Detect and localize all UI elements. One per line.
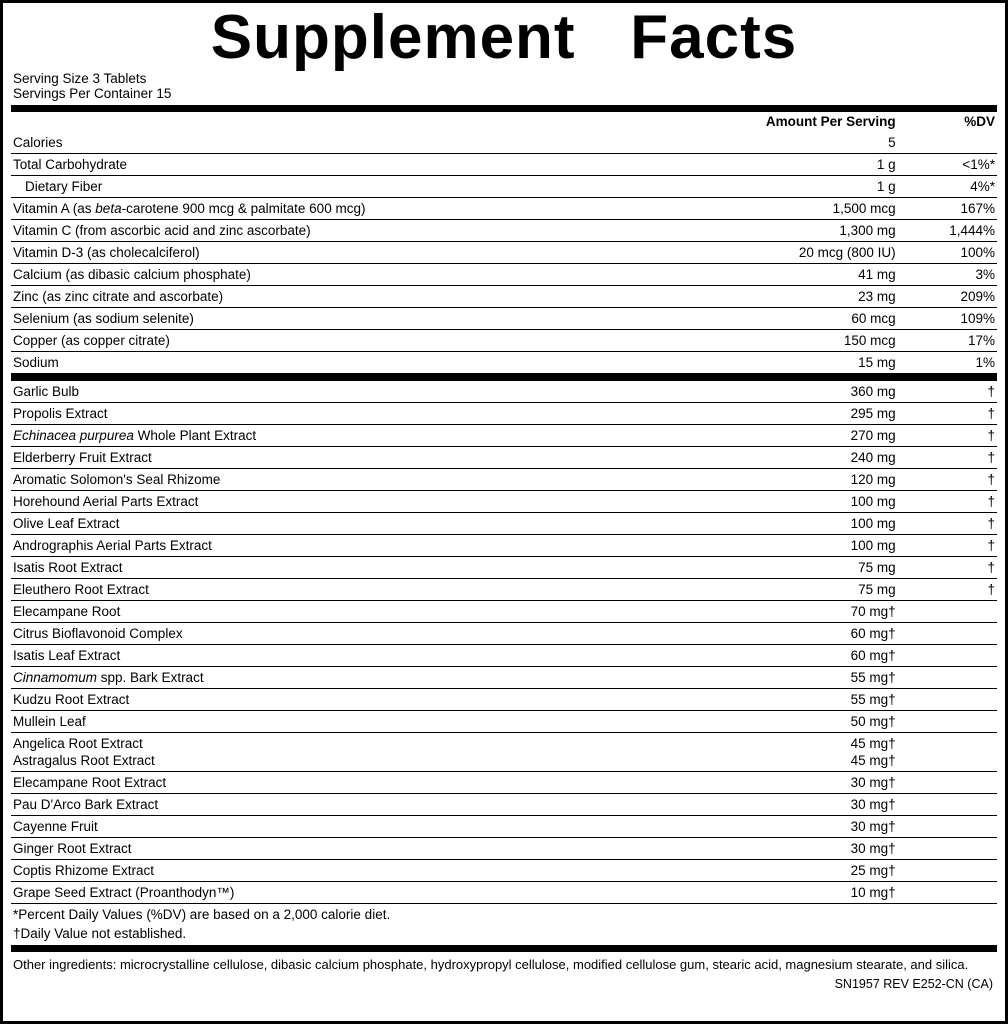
row-daily-value xyxy=(896,645,997,667)
table-row xyxy=(11,264,997,286)
table-row xyxy=(11,794,997,816)
row-daily-value: 109% xyxy=(896,308,997,330)
row-amount: 1 g xyxy=(638,176,895,198)
row-amount: 30 mg† xyxy=(638,816,895,838)
table-row xyxy=(11,154,997,176)
facts-table xyxy=(11,112,997,904)
row-daily-value xyxy=(896,623,997,645)
row-amount: 360 mg xyxy=(638,378,895,403)
row-amount: 5 xyxy=(638,132,895,154)
row-name-italic: Echinacea purpurea xyxy=(13,428,134,443)
row-daily-value xyxy=(896,860,997,882)
row-daily-value xyxy=(896,711,997,733)
row-name: Selenium (as sodium selenite) xyxy=(11,308,638,330)
table-row xyxy=(11,667,997,689)
table-row xyxy=(11,220,997,242)
row-daily-value: 209% xyxy=(896,286,997,308)
table-row xyxy=(11,772,997,794)
row-amount: 1 g xyxy=(638,154,895,176)
row-daily-value: † xyxy=(896,378,997,403)
table-row xyxy=(11,535,997,557)
row-daily-value xyxy=(896,689,997,711)
row-name: Cinnamomum spp. Bark Extract xyxy=(11,667,638,689)
row-daily-value: 167% xyxy=(896,198,997,220)
row-name: Horehound Aerial Parts Extract xyxy=(11,491,638,513)
row-amount: 20 mcg (800 IU) xyxy=(638,242,895,264)
row-amount: 1,500 mcg xyxy=(638,198,895,220)
other-ingredients: Other ingredients: microcrystalline cellulose, dibasic calcium phosphate, hydroxypropyl cellulose, modified cellulose gum, stearic acid, magnesium stearate, and silica. xyxy=(13,957,969,972)
row-daily-value: † xyxy=(896,491,997,513)
divider-top xyxy=(11,105,997,112)
row-name: Elecampane Root xyxy=(11,601,638,623)
table-row xyxy=(11,752,997,772)
table-row xyxy=(11,491,997,513)
footnote-daily-value: †Daily Value not established. xyxy=(13,926,187,941)
table-row xyxy=(11,378,997,403)
row-name: Astragalus Root Extract xyxy=(11,752,638,772)
row-name: Citrus Bioflavonoid Complex xyxy=(11,623,638,645)
table-row xyxy=(11,308,997,330)
row-amount: 75 mg xyxy=(638,557,895,579)
row-name: Angelica Root Extract xyxy=(13,736,143,751)
row-daily-value: 17% xyxy=(896,330,997,352)
row-amount: 30 mg† xyxy=(638,772,895,794)
row-daily-value xyxy=(896,733,997,753)
row-amount: 30 mg† xyxy=(638,838,895,860)
row-daily-value: 3% xyxy=(896,264,997,286)
row-name: Aromatic Solomon's Seal Rhizome xyxy=(11,469,638,491)
row-amount: 50 mg† xyxy=(638,711,895,733)
row-daily-value: 100% xyxy=(896,242,997,264)
row-daily-value: 1,444% xyxy=(896,220,997,242)
divider-bottom xyxy=(11,945,997,952)
table-row xyxy=(11,352,997,374)
row-name: Elderberry Fruit Extract xyxy=(11,447,638,469)
serving-size: Serving Size 3 Tablets xyxy=(13,71,147,86)
row-amount: 150 mcg xyxy=(638,330,895,352)
row-name: Vitamin C (from ascorbic acid and zinc ascorbate) xyxy=(11,220,638,242)
row-name: Propolis Extract xyxy=(11,403,638,425)
table-row xyxy=(11,733,997,753)
row-daily-value: 4%* xyxy=(896,176,997,198)
table-row xyxy=(11,425,997,447)
row-amount: 120 mg xyxy=(638,469,895,491)
row-daily-value xyxy=(896,816,997,838)
row-amount: 1,300 mg xyxy=(638,220,895,242)
row-name: Cayenne Fruit xyxy=(11,816,638,838)
row-daily-value xyxy=(896,601,997,623)
row-name: Coptis Rhizome Extract xyxy=(11,860,638,882)
table-row xyxy=(11,198,997,220)
header-dv: %DV xyxy=(964,114,995,129)
row-name-italic: beta xyxy=(95,201,122,216)
row-daily-value: † xyxy=(896,425,997,447)
row-daily-value: 1% xyxy=(896,352,997,374)
row-daily-value xyxy=(896,132,997,154)
table-row xyxy=(11,882,997,904)
row-name: Vitamin A (as beta-carotene 900 mcg & palmitate 600 mcg) xyxy=(11,198,638,220)
row-name: Pau D'Arco Bark Extract xyxy=(11,794,638,816)
row-daily-value: † xyxy=(896,535,997,557)
table-row xyxy=(11,286,997,308)
table-row xyxy=(11,403,997,425)
row-daily-value: † xyxy=(896,513,997,535)
row-name: Copper (as copper citrate) xyxy=(11,330,638,352)
row-name: Ginger Root Extract xyxy=(11,838,638,860)
row-name: Grape Seed Extract (Proanthodyn™) xyxy=(11,882,638,904)
table-row xyxy=(11,330,997,352)
row-daily-value: † xyxy=(896,557,997,579)
product-code: SN1957 REV E252-CN (CA) xyxy=(834,977,993,991)
row-amount: 30 mg† xyxy=(638,794,895,816)
row-amount: 60 mcg xyxy=(638,308,895,330)
row-name: Andrographis Aerial Parts Extract xyxy=(11,535,638,557)
row-amount: 60 mg† xyxy=(638,645,895,667)
row-amount: 45 mg† xyxy=(638,752,895,772)
row-name: Elecampane Root Extract xyxy=(11,772,638,794)
row-amount: 100 mg xyxy=(638,513,895,535)
table-row xyxy=(11,242,997,264)
row-amount: 240 mg xyxy=(638,447,895,469)
row-amount: 60 mg† xyxy=(638,623,895,645)
row-name: Kudzu Root Extract xyxy=(11,689,638,711)
row-amount: 23 mg xyxy=(638,286,895,308)
table-row xyxy=(11,860,997,882)
row-daily-value: <1%* xyxy=(896,154,997,176)
row-amount: 70 mg† xyxy=(638,601,895,623)
row-daily-value: † xyxy=(896,579,997,601)
row-amount: 45 mg† xyxy=(850,736,896,751)
table-row xyxy=(11,469,997,491)
page-title: Supplement Facts xyxy=(210,3,798,72)
servings-per-container: Servings Per Container 15 xyxy=(13,86,172,101)
row-name: Garlic Bulb xyxy=(11,378,638,403)
footnote-percent-dv: *Percent Daily Values (%DV) are based on a 2,000 calorie diet. xyxy=(13,907,391,922)
row-amount: 55 mg† xyxy=(638,689,895,711)
row-amount: 295 mg xyxy=(638,403,895,425)
row-name: Sodium xyxy=(11,352,638,374)
row-daily-value xyxy=(896,838,997,860)
row-daily-value: † xyxy=(896,469,997,491)
row-amount: 75 mg xyxy=(638,579,895,601)
row-name: Isatis Leaf Extract xyxy=(11,645,638,667)
table-row xyxy=(11,711,997,733)
header-name xyxy=(11,112,638,132)
row-daily-value: † xyxy=(896,403,997,425)
row-name: Olive Leaf Extract xyxy=(11,513,638,535)
table-row xyxy=(11,601,997,623)
row-name: Mullein Leaf xyxy=(11,711,638,733)
row-name: Isatis Root Extract xyxy=(11,557,638,579)
table-row xyxy=(11,689,997,711)
row-amount: 100 mg xyxy=(638,535,895,557)
table-row xyxy=(11,557,997,579)
row-name: Calories xyxy=(11,132,638,154)
header-amount: Amount Per Serving xyxy=(765,114,896,129)
table-row xyxy=(11,176,997,198)
row-name: Echinacea purpurea Whole Plant Extract xyxy=(11,425,638,447)
row-amount: 15 mg xyxy=(638,352,895,374)
row-amount: 55 mg† xyxy=(638,667,895,689)
table-row xyxy=(11,623,997,645)
table-row xyxy=(11,645,997,667)
table-row xyxy=(11,816,997,838)
row-name: Zinc (as zinc citrate and ascorbate) xyxy=(11,286,638,308)
row-name: Total Carbohydrate xyxy=(11,154,638,176)
row-name: Eleuthero Root Extract xyxy=(11,579,638,601)
table-row xyxy=(11,132,997,154)
row-daily-value xyxy=(896,667,997,689)
row-name: Dietary Fiber xyxy=(11,176,638,198)
row-name-italic: Cinnamomum xyxy=(13,670,98,685)
row-name: Calcium (as dibasic calcium phosphate) xyxy=(11,264,638,286)
row-amount: 10 mg† xyxy=(638,882,895,904)
table-header-row xyxy=(11,112,997,132)
row-daily-value xyxy=(896,882,997,904)
table-row xyxy=(11,513,997,535)
table-row xyxy=(11,447,997,469)
row-name: Vitamin D-3 (as cholecalciferol) xyxy=(11,242,638,264)
row-amount: 41 mg xyxy=(638,264,895,286)
row-amount: 25 mg† xyxy=(638,860,895,882)
table-row xyxy=(11,579,997,601)
row-daily-value: † xyxy=(896,447,997,469)
row-daily-value xyxy=(896,772,997,794)
row-amount: 100 mg xyxy=(638,491,895,513)
row-daily-value xyxy=(896,752,997,772)
row-daily-value xyxy=(896,794,997,816)
row-amount: 270 mg xyxy=(638,425,895,447)
table-row xyxy=(11,838,997,860)
